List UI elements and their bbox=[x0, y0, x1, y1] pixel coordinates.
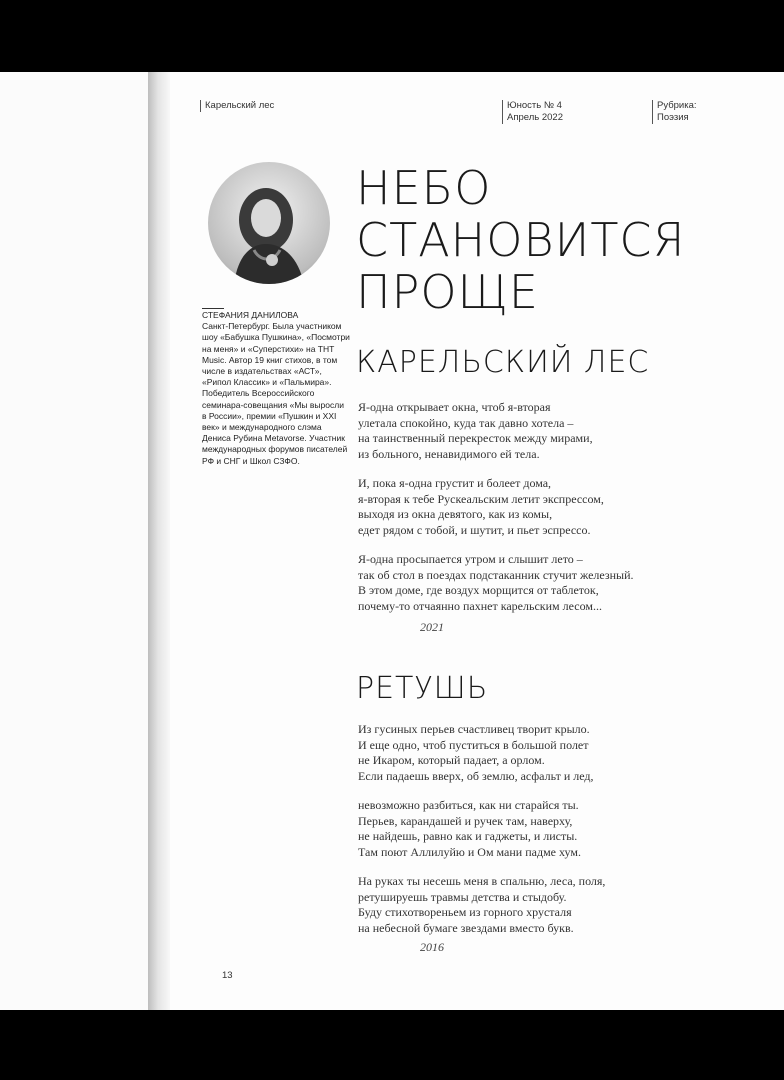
poem-line: почему-то отчаянно пахнет карельским лесом... bbox=[358, 598, 602, 613]
poem-line: Буду стихотвореньем из горного хрусталя bbox=[358, 905, 572, 920]
poem-line: из больного, ненавидимого ей тела. bbox=[358, 446, 540, 461]
poem-line: Если падаешь вверх, об землю, асфальт и лед, bbox=[358, 768, 594, 783]
poem-stanza bbox=[358, 552, 778, 614]
header-section-label: Карельский лес bbox=[205, 100, 275, 111]
left-page bbox=[0, 72, 148, 1010]
poem-line: Из гусиных перьев счастливец творит крыло. bbox=[358, 722, 590, 736]
poem-stanza bbox=[358, 400, 778, 462]
poem-line: выходя из окна девятого, как из комы, bbox=[358, 507, 553, 522]
header-issue bbox=[502, 100, 563, 124]
header-rubric-label: Рубрика: bbox=[657, 100, 697, 111]
poem-line: я-вторая к тебе Рускеальским летит экспрессом, bbox=[358, 491, 604, 506]
poem-year: 2016 bbox=[420, 940, 444, 954]
poem-title: РЕТУШЬ bbox=[356, 671, 489, 706]
main-title-line: СТАНОВИТСЯ bbox=[356, 213, 686, 267]
poem-line: Я-одна открывает окна, чтоб я-вторая bbox=[358, 400, 551, 414]
main-title-line: НЕБО bbox=[356, 161, 492, 215]
main-title-line: ПРОЩЕ bbox=[356, 265, 539, 319]
poem-line: На руках ты несешь меня в спальню, леса, поля, bbox=[358, 874, 606, 888]
poem-line: не Икаром, который падает, а орлом. bbox=[358, 753, 545, 768]
poem-line: Там поют Аллилуйю и Ом мани падме хум. bbox=[358, 844, 581, 859]
author-name: СТЕФАНИЯ ДАНИЛОВА bbox=[202, 310, 299, 320]
header-issue-number: Юность № 4 bbox=[507, 100, 562, 111]
poem-line: Я-одна просыпается утром и слышит лето – bbox=[358, 552, 583, 566]
author-bio bbox=[202, 310, 350, 467]
poem-line: И, пока я-одна грустит и болеет дома, bbox=[358, 476, 552, 490]
poem-line: на небесной бумаге звездами вместо букв. bbox=[358, 920, 574, 935]
poem-line: так об стол в поездах подстаканник стучит железный. bbox=[358, 567, 634, 582]
poem-line: невозможно разбиться, как ни старайся ты. bbox=[358, 798, 579, 812]
poem-stanza bbox=[358, 476, 778, 538]
author-bio-text: Санкт-Петербург. Была участником шоу «Бабушка Пушкина», «Посмотри на меня» и «Суперстихи» на ТНТ Music. Автор 19 книг стихов, в том числе в издательствах «АСТ», «Рипол Классик» и «Пальмира». Победитель Всероссийского семинара-совещания «Мы выросли в России», премии «Пушкин и XXI век» и международного слэма Дениса Рубина Metavorse. Участник международных форумов писателей РФ и СНГ и Школ СЗФО. bbox=[202, 321, 350, 466]
poem-line: В этом доме, где воздух морщится от таблеток, bbox=[358, 583, 599, 598]
header-section bbox=[200, 100, 274, 112]
main-title bbox=[356, 162, 686, 318]
poem-line: улетала спокойно, куда так давно хотела – bbox=[358, 415, 574, 430]
poem-line: ретушируешь травмы детства и стыдобу. bbox=[358, 889, 567, 904]
poem-line: на таинственный перекресток между мирами, bbox=[358, 431, 593, 446]
poem-year: 2021 bbox=[420, 620, 444, 634]
magazine-page bbox=[170, 72, 784, 1010]
poem-line: И еще одно, чтоб пуститься в большой полет bbox=[358, 737, 589, 752]
page-number: 13 bbox=[222, 970, 233, 981]
poem-line: едет рядом с тобой, и шутит, и пьет эспрессо. bbox=[358, 522, 591, 537]
poem-title: КАРЕЛЬСКИЙ ЛЕС bbox=[356, 345, 650, 380]
author-photo bbox=[208, 162, 330, 284]
poem-line: Перьев, карандашей и ручек там, наверху, bbox=[358, 813, 573, 828]
author-portrait-icon bbox=[208, 162, 330, 284]
poem-stanza bbox=[358, 798, 778, 860]
header-rubric-value: Поэзия bbox=[657, 112, 689, 123]
header-issue-date: Апрель 2022 bbox=[507, 112, 563, 123]
poem-line: не найдешь, равно как и гаджеты, и листы. bbox=[358, 829, 578, 844]
poem-stanza bbox=[358, 874, 778, 936]
poem-stanza bbox=[358, 722, 778, 784]
header-rubric bbox=[652, 100, 697, 124]
page-gutter bbox=[148, 72, 170, 1010]
bio-divider bbox=[202, 308, 224, 309]
